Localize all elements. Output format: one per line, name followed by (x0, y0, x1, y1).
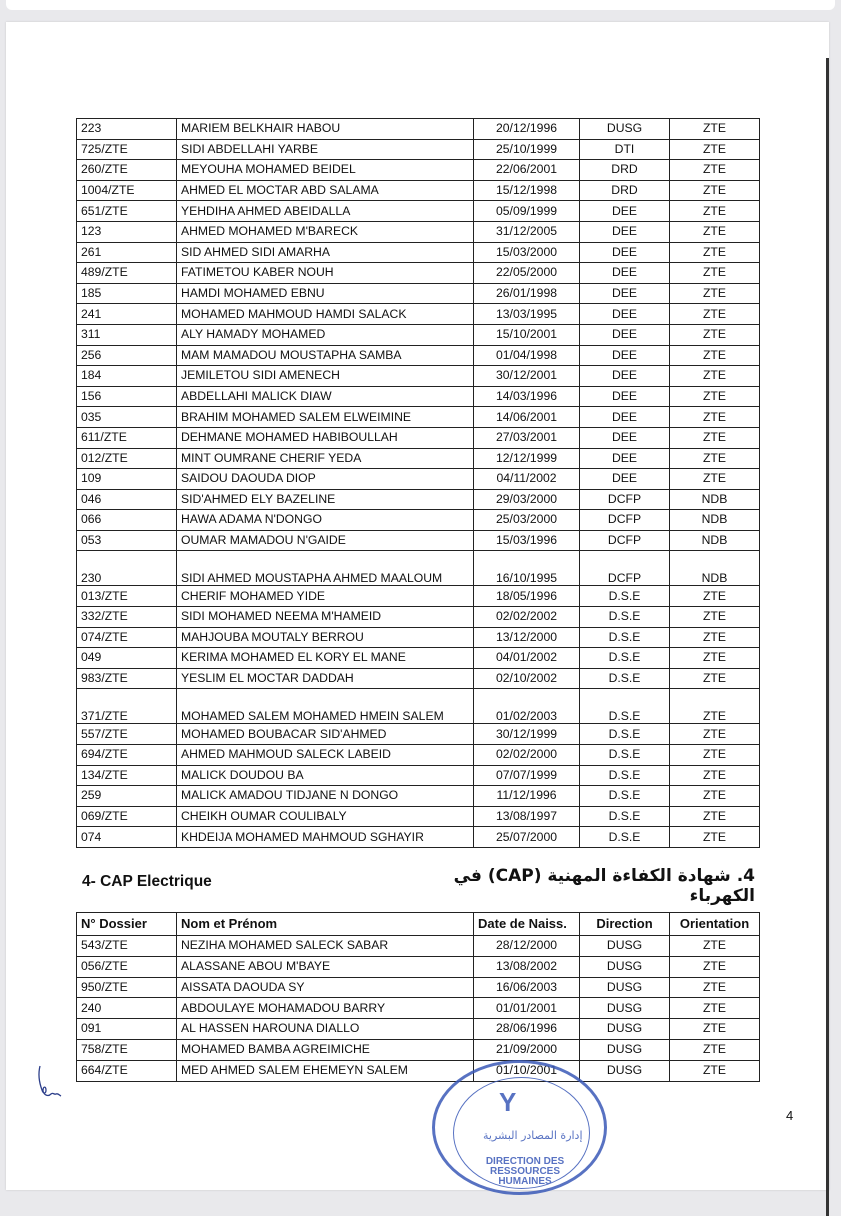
cell-direction: DEE (580, 263, 670, 284)
table-row (77, 689, 760, 724)
cell-direction: DUSG (580, 1019, 670, 1040)
cell-direction: DEE (580, 427, 670, 448)
table-row (77, 139, 760, 160)
cell-direction: DEE (580, 201, 670, 222)
cell-orientation: ZTE (670, 1060, 760, 1081)
table-row (77, 998, 760, 1019)
cell-name: MOHAMED BOUBACAR SID'AHMED (177, 724, 474, 745)
cell-orientation: ZTE (670, 242, 760, 263)
cell-name: ALY HAMADY MOHAMED (177, 324, 474, 345)
cell-birthdate: 02/02/2000 (474, 745, 580, 766)
cell-birthdate: 15/12/1998 (474, 180, 580, 201)
table-row (77, 627, 760, 648)
cell-orientation: ZTE (670, 221, 760, 242)
cell-birthdate: 22/05/2000 (474, 263, 580, 284)
cell-direction: DEE (580, 221, 670, 242)
cell-name: KHDEIJA MOHAMED MAHMOUD SGHAYIR (177, 827, 474, 848)
cell-orientation: ZTE (670, 1039, 760, 1060)
table-row (77, 936, 760, 957)
cell-birthdate: 26/01/1998 (474, 283, 580, 304)
cell-direction: D.S.E (580, 724, 670, 745)
cell-dossier: 260/ZTE (77, 160, 177, 181)
cell-direction: D.S.E (580, 586, 670, 607)
cell-orientation: ZTE (670, 998, 760, 1019)
cell-birthdate: 14/06/2001 (474, 407, 580, 428)
cell-direction: DEE (580, 366, 670, 387)
cell-name: MALICK AMADOU TIDJANE N DONGO (177, 786, 474, 807)
cell-birthdate: 04/01/2002 (474, 648, 580, 669)
cell-orientation: ZTE (670, 977, 760, 998)
cell-name: MAM MAMADOU MOUSTAPHA SAMBA (177, 345, 474, 366)
cell-dossier: 013/ZTE (77, 586, 177, 607)
table-row (77, 724, 760, 745)
cell-orientation: ZTE (670, 724, 760, 745)
cell-birthdate: 13/08/1997 (474, 806, 580, 827)
cell-dossier: 371/ZTE (77, 689, 177, 724)
cell-dossier: 069/ZTE (77, 806, 177, 827)
cell-dossier: 694/ZTE (77, 745, 177, 766)
table-row (77, 827, 760, 848)
cell-name: CHEIKH OUMAR COULIBALY (177, 806, 474, 827)
cell-orientation: ZTE (670, 586, 760, 607)
cell-name: MINT OUMRANE CHERIF YEDA (177, 448, 474, 469)
table-row (77, 977, 760, 998)
cell-name: MAHJOUBA MOUTALY BERROU (177, 627, 474, 648)
header-birthdate: Date de Naiss. (474, 913, 580, 936)
stamp-arabic-text: إدارة المصادر البشرية (483, 1129, 583, 1142)
cell-name: MOHAMED BAMBA AGREIMICHE (177, 1039, 474, 1060)
cell-name: SIDI MOHAMED NEEMA M'HAMEID (177, 607, 474, 628)
cell-birthdate: 01/04/1998 (474, 345, 580, 366)
cell-orientation: NDB (670, 489, 760, 510)
cap-electrique-table (76, 912, 760, 1082)
cell-dossier: 074 (77, 827, 177, 848)
official-stamp (432, 1060, 607, 1195)
table-row (77, 806, 760, 827)
table-row (77, 530, 760, 551)
handwritten-signature (34, 1064, 66, 1102)
cell-birthdate: 15/03/2000 (474, 242, 580, 263)
table-row (77, 765, 760, 786)
cell-name: AISSATA DAOUDA SY (177, 977, 474, 998)
cell-name: CHERIF MOHAMED YIDE (177, 586, 474, 607)
cell-name: NEZIHA MOHAMED SALECK SABAR (177, 936, 474, 957)
cell-dossier: 259 (77, 786, 177, 807)
table-row (77, 469, 760, 490)
table-row (77, 427, 760, 448)
cell-birthdate: 12/12/1999 (474, 448, 580, 469)
cell-dossier: 012/ZTE (77, 448, 177, 469)
cell-direction: D.S.E (580, 827, 670, 848)
cell-birthdate: 31/12/2005 (474, 221, 580, 242)
table-row (77, 489, 760, 510)
cell-dossier: 046 (77, 489, 177, 510)
table-row (77, 263, 760, 284)
cell-direction: DUSG (580, 998, 670, 1019)
cell-name: KERIMA MOHAMED EL KORY EL MANE (177, 648, 474, 669)
cell-orientation: ZTE (670, 936, 760, 957)
cell-birthdate: 28/12/2000 (474, 936, 580, 957)
cell-dossier: 725/ZTE (77, 139, 177, 160)
scan-edge-bar (826, 58, 829, 1216)
cell-dossier: 950/ZTE (77, 977, 177, 998)
cell-name: FATIMETOU KABER NOUH (177, 263, 474, 284)
cell-dossier: 053 (77, 530, 177, 551)
cell-birthdate: 28/06/1996 (474, 1019, 580, 1040)
table-row (77, 180, 760, 201)
table-row (77, 1019, 760, 1040)
table-row (77, 201, 760, 222)
cell-direction: DEE (580, 386, 670, 407)
cell-orientation: ZTE (670, 786, 760, 807)
cell-dossier: 223 (77, 119, 177, 140)
header-dossier: N° Dossier (77, 913, 177, 936)
cell-birthdate: 02/10/2002 (474, 668, 580, 689)
cell-birthdate: 04/11/2002 (474, 469, 580, 490)
cell-name: BRAHIM MOHAMED SALEM ELWEIMINE (177, 407, 474, 428)
cell-birthdate: 21/09/2000 (474, 1039, 580, 1060)
cell-name: SID AHMED SIDI AMARHA (177, 242, 474, 263)
table-row (77, 345, 760, 366)
cell-birthdate: 25/03/2000 (474, 510, 580, 531)
cell-dossier: 035 (77, 407, 177, 428)
cell-name: OUMAR MAMADOU N'GAIDE (177, 530, 474, 551)
cell-name: ALASSANE ABOU M'BAYE (177, 956, 474, 977)
section-title-fr: 4- CAP Electrique (82, 873, 212, 890)
cell-direction: D.S.E (580, 786, 670, 807)
cell-direction: DRD (580, 180, 670, 201)
cell-direction: DEE (580, 304, 670, 325)
cell-direction: DEE (580, 283, 670, 304)
cell-orientation: ZTE (670, 427, 760, 448)
cell-birthdate: 01/01/2001 (474, 998, 580, 1019)
cell-direction: DUSG (580, 1060, 670, 1081)
cell-name: MEYOUHA MOHAMED BEIDEL (177, 160, 474, 181)
cell-birthdate: 01/02/2003 (474, 689, 580, 724)
cell-birthdate: 01/10/2001 (474, 1060, 580, 1081)
cell-direction: DUSG (580, 936, 670, 957)
cell-direction: DCFP (580, 489, 670, 510)
cell-name: SIDI ABDELLAHI YARBE (177, 139, 474, 160)
table-row (77, 324, 760, 345)
table-row (77, 1039, 760, 1060)
cell-dossier: 074/ZTE (77, 627, 177, 648)
cell-dossier: 109 (77, 469, 177, 490)
cell-name: DEHMANE MOHAMED HABIBOULLAH (177, 427, 474, 448)
section-title-ar: 4. شهادة الكفاءة المهنية (CAP) في الكهرباء (453, 866, 755, 906)
cell-birthdate: 13/03/1995 (474, 304, 580, 325)
cell-birthdate: 15/10/2001 (474, 324, 580, 345)
table-row (77, 648, 760, 669)
cell-direction: DEE (580, 469, 670, 490)
cell-dossier: 156 (77, 386, 177, 407)
cell-direction: DRD (580, 160, 670, 181)
cell-orientation: ZTE (670, 304, 760, 325)
cell-direction: DUSG (580, 977, 670, 998)
cell-name: MALICK DOUDOU BA (177, 765, 474, 786)
cell-orientation: ZTE (670, 448, 760, 469)
table-row (77, 1060, 760, 1081)
cell-direction: D.S.E (580, 806, 670, 827)
cell-orientation: ZTE (670, 180, 760, 201)
cell-birthdate: 22/06/2001 (474, 160, 580, 181)
cell-direction: DEE (580, 407, 670, 428)
table-row (77, 745, 760, 766)
students-table-continued (76, 118, 760, 848)
cell-orientation: ZTE (670, 160, 760, 181)
cell-birthdate: 16/10/1995 (474, 551, 580, 586)
cell-direction: DUSG (580, 119, 670, 140)
cell-direction: D.S.E (580, 648, 670, 669)
header-name: Nom et Prénom (177, 913, 474, 936)
cell-name: JEMILETOU SIDI AMENECH (177, 366, 474, 387)
cell-birthdate: 30/12/1999 (474, 724, 580, 745)
cell-dossier: 651/ZTE (77, 201, 177, 222)
cell-dossier: 134/ZTE (77, 765, 177, 786)
cell-orientation: ZTE (670, 745, 760, 766)
cell-orientation: ZTE (670, 648, 760, 669)
cell-orientation: ZTE (670, 386, 760, 407)
table-row (77, 510, 760, 531)
table-row (77, 304, 760, 325)
cell-direction: DCFP (580, 530, 670, 551)
cell-birthdate: 07/07/1999 (474, 765, 580, 786)
cell-orientation: NDB (670, 530, 760, 551)
cell-direction: D.S.E (580, 627, 670, 648)
cell-direction: D.S.E (580, 668, 670, 689)
table-row (77, 221, 760, 242)
cell-name: MOHAMED SALEM MOHAMED HMEIN SALEM (177, 689, 474, 724)
cell-direction: D.S.E (580, 689, 670, 724)
cell-name: YESLIM EL MOCTAR DADDAH (177, 668, 474, 689)
cell-name: AHMED EL MOCTAR ABD SALAMA (177, 180, 474, 201)
cell-birthdate: 13/12/2000 (474, 627, 580, 648)
cell-birthdate: 13/08/2002 (474, 956, 580, 977)
cell-orientation: ZTE (670, 345, 760, 366)
cell-dossier: 332/ZTE (77, 607, 177, 628)
table-row (77, 956, 760, 977)
cell-dossier: 240 (77, 998, 177, 1019)
table-row (77, 283, 760, 304)
header-orientation: Orientation (670, 913, 760, 936)
cell-birthdate: 27/03/2001 (474, 427, 580, 448)
header-direction: Direction (580, 913, 670, 936)
cell-birthdate: 25/10/1999 (474, 139, 580, 160)
cell-name: HAMDI MOHAMED EBNU (177, 283, 474, 304)
cell-orientation: ZTE (670, 366, 760, 387)
cell-direction: DUSG (580, 1039, 670, 1060)
cell-orientation: ZTE (670, 139, 760, 160)
cell-direction: DEE (580, 345, 670, 366)
cell-orientation: ZTE (670, 689, 760, 724)
cell-direction: DEE (580, 448, 670, 469)
stamp-logo-icon: Y (499, 1087, 517, 1117)
cell-orientation: ZTE (670, 1019, 760, 1040)
cell-orientation: NDB (670, 551, 760, 586)
cell-dossier: 066 (77, 510, 177, 531)
cell-direction: DCFP (580, 551, 670, 586)
cell-birthdate: 15/03/1996 (474, 530, 580, 551)
cell-dossier: 185 (77, 283, 177, 304)
cell-orientation: ZTE (670, 407, 760, 428)
cell-name: ABDOULAYE MOHAMADOU BARRY (177, 998, 474, 1019)
cell-dossier: 311 (77, 324, 177, 345)
cell-orientation: ZTE (670, 263, 760, 284)
cell-birthdate: 02/02/2002 (474, 607, 580, 628)
cell-direction: DCFP (580, 510, 670, 531)
cell-name: YEHDIHA AHMED ABEIDALLA (177, 201, 474, 222)
cell-birthdate: 29/03/2000 (474, 489, 580, 510)
cell-birthdate: 05/09/1999 (474, 201, 580, 222)
cell-orientation: ZTE (670, 827, 760, 848)
cell-birthdate: 20/12/1996 (474, 119, 580, 140)
table-header-row (77, 913, 760, 936)
table-row (77, 668, 760, 689)
cell-orientation: NDB (670, 510, 760, 531)
cell-dossier: 056/ZTE (77, 956, 177, 977)
cell-name: HAWA ADAMA N'DONGO (177, 510, 474, 531)
cell-name: SIDI AHMED MOUSTAPHA AHMED MAALOUM (177, 551, 474, 586)
cell-orientation: ZTE (670, 765, 760, 786)
cell-birthdate: 16/06/2003 (474, 977, 580, 998)
cell-orientation: ZTE (670, 119, 760, 140)
cell-name: SAIDOU DAOUDA DIOP (177, 469, 474, 490)
table-row (77, 607, 760, 628)
cell-name: AL HASSEN HAROUNA DIALLO (177, 1019, 474, 1040)
table-row (77, 160, 760, 181)
cell-orientation: ZTE (670, 469, 760, 490)
cell-birthdate: 14/03/1996 (474, 386, 580, 407)
cell-dossier: 256 (77, 345, 177, 366)
cell-birthdate: 11/12/1996 (474, 786, 580, 807)
table-row (77, 242, 760, 263)
page-number: 4 (786, 1108, 794, 1123)
cell-direction: D.S.E (580, 745, 670, 766)
cell-dossier: 123 (77, 221, 177, 242)
table-row (77, 119, 760, 140)
table-row (77, 551, 760, 586)
cell-orientation: ZTE (670, 956, 760, 977)
cell-orientation: ZTE (670, 668, 760, 689)
cell-name: ABDELLAHI MALICK DIAW (177, 386, 474, 407)
cell-dossier: 261 (77, 242, 177, 263)
cell-orientation: ZTE (670, 607, 760, 628)
table-row (77, 407, 760, 428)
cell-dossier: 611/ZTE (77, 427, 177, 448)
cell-name: AHMED MOHAMED M'BARECK (177, 221, 474, 242)
cell-dossier: 241 (77, 304, 177, 325)
table-row (77, 786, 760, 807)
cell-direction: D.S.E (580, 607, 670, 628)
cell-dossier: 983/ZTE (77, 668, 177, 689)
cell-dossier: 049 (77, 648, 177, 669)
table-row (77, 586, 760, 607)
cell-orientation: ZTE (670, 806, 760, 827)
cell-direction: DEE (580, 242, 670, 263)
cell-name: MED AHMED SALEM EHEMEYN SALEM (177, 1060, 474, 1081)
cell-name: AHMED MAHMOUD SALECK LABEID (177, 745, 474, 766)
cell-name: SID'AHMED ELY BAZELINE (177, 489, 474, 510)
cell-direction: DUSG (580, 956, 670, 977)
cell-dossier: 664/ZTE (77, 1060, 177, 1081)
table-row (77, 366, 760, 387)
cell-direction: D.S.E (580, 765, 670, 786)
cell-name: MARIEM BELKHAIR HABOU (177, 119, 474, 140)
cell-direction: DEE (580, 324, 670, 345)
cell-dossier: 1004/ZTE (77, 180, 177, 201)
cell-orientation: ZTE (670, 201, 760, 222)
cell-name: MOHAMED MAHMOUD HAMDI SALACK (177, 304, 474, 325)
cell-dossier: 543/ZTE (77, 936, 177, 957)
cell-dossier: 489/ZTE (77, 263, 177, 284)
cell-dossier: 091 (77, 1019, 177, 1040)
cell-dossier: 184 (77, 366, 177, 387)
top-strip (6, 0, 835, 10)
table-row (77, 448, 760, 469)
cell-dossier: 758/ZTE (77, 1039, 177, 1060)
cell-dossier: 557/ZTE (77, 724, 177, 745)
cell-birthdate: 25/07/2000 (474, 827, 580, 848)
cell-birthdate: 18/05/1996 (474, 586, 580, 607)
stamp-french-text: DIRECTION DES RESSOURCES HUMAINES (485, 1156, 565, 1187)
cell-orientation: ZTE (670, 324, 760, 345)
cell-orientation: ZTE (670, 283, 760, 304)
cell-orientation: ZTE (670, 627, 760, 648)
cell-birthdate: 30/12/2001 (474, 366, 580, 387)
cell-dossier: 230 (77, 551, 177, 586)
cell-direction: DTI (580, 139, 670, 160)
table-row (77, 386, 760, 407)
